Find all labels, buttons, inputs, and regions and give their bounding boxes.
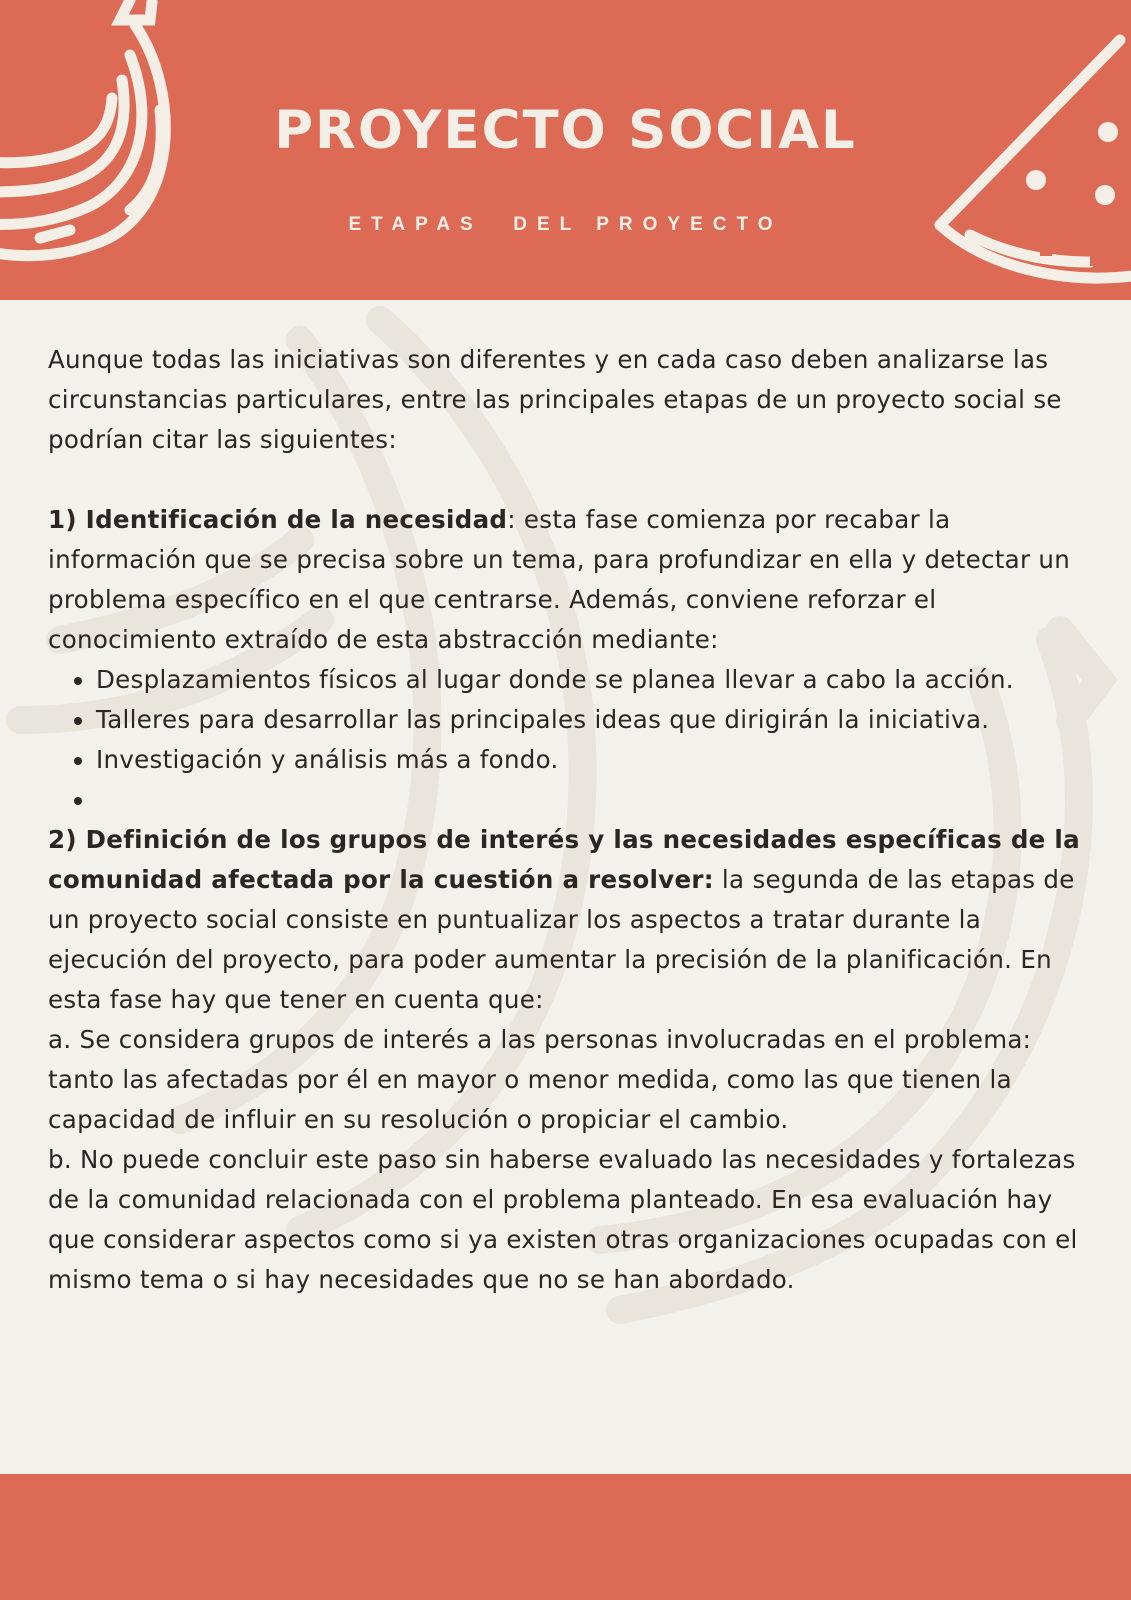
step2-point-a: a. Se considera grupos de interés a las personas involucradas en el problema: tanto las afectadas por él en mayor o menor medida, como las que tienen la capacidad de influir en su resolución o propiciar el cambio. bbox=[48, 1025, 1032, 1134]
main-content bbox=[48, 340, 1098, 1300]
step1-bullet-list bbox=[48, 660, 1098, 820]
page-title: PROYECTO SOCIAL bbox=[274, 100, 857, 161]
step1-paragraph bbox=[48, 500, 1098, 660]
step2-paragraph bbox=[48, 820, 1098, 1020]
footer-banner bbox=[0, 1474, 1131, 1600]
list-item-empty bbox=[96, 780, 1098, 820]
list-item: • Talleres para desarrollar las principales ideas que dirigirán la iniciativa. bbox=[96, 700, 1098, 740]
step1-heading: 1) Identificación de la necesidad bbox=[48, 505, 508, 534]
step1-text: : esta fase comienza por recabar la información que se precisa sobre un tema, para profundizar en ella y detectar un problema específico en el que centrarse. Además, conviene reforzar el conocimiento extraído de esta abstracción mediante: bbox=[48, 505, 1071, 654]
intro-paragraph: Aunque todas las iniciativas son diferentes y en cada caso deben analizarse las circunstancias particulares, entre las principales etapas de un proyecto social se podrían citar las siguientes: bbox=[48, 345, 1062, 454]
step2-heading: 2) Definición de los grupos de interés y las necesidades específicas de la comunidad afectada por la cuestión a resolver: bbox=[48, 825, 1080, 894]
step2-text: la segunda de las etapas de un proyecto social consiste en puntualizar los aspectos a tratar durante la ejecución del proyecto, para poder aumentar la precisión de la planificación. En esta fase hay que tener en cuenta que: bbox=[48, 865, 1075, 1014]
header-banner bbox=[0, 0, 1131, 300]
list-item: • Desplazamientos físicos al lugar donde se planea llevar a cabo la acción. bbox=[96, 660, 1098, 700]
step2-point-b: b. No puede concluir este paso sin haberse evaluado las necesidades y fortalezas de la comunidad relacionada con el problema planteado. En esa evaluación hay que considerar aspectos como si ya existen otras organizaciones ocupadas con el mismo tema o si hay necesidades que no se han abordado. bbox=[48, 1145, 1078, 1294]
page-subtitle: ETAPAS DEL PROYECTO bbox=[348, 214, 783, 235]
list-item: • Investigación y análisis más a fondo. bbox=[96, 740, 1098, 780]
